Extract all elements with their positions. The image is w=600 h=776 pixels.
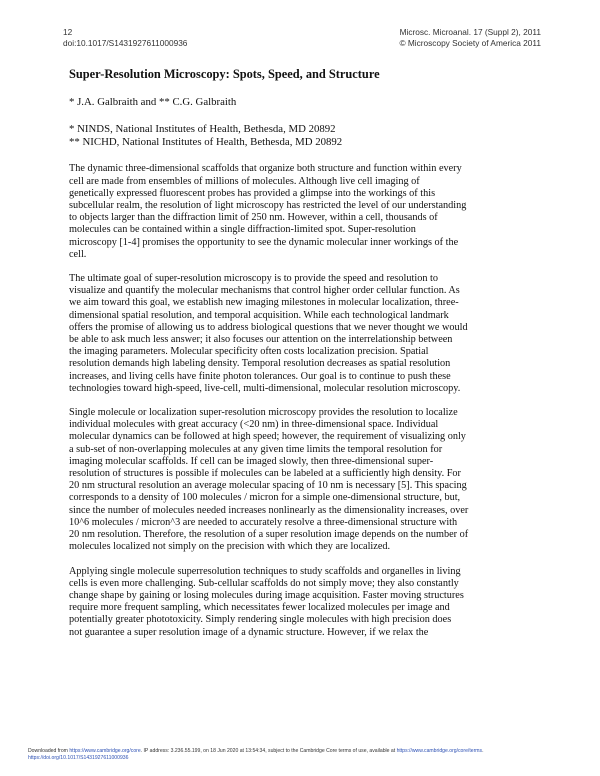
text-line: resolution demands high labeling density. Temporal resolution decreases as spatial resolution [69,358,451,370]
text-line: the imaging parameters. Molecular specificity often costs localization precision. Spatial [69,346,429,358]
text-line: not guarantee a super resolution image of a dynamic structure. However, if we relax the [69,626,429,638]
text-line: change shape by gaining or losing molecules during image acquisition. Faster moving structures [69,589,464,601]
article-body [69,67,549,651]
footer-line-2 [28,755,588,762]
text-line: genetically expressed fluorescent probes has provided a glimpse into the workings of this [69,187,436,199]
paragraph-living-cells [69,566,549,639]
cambridge-core-link[interactable]: https://www.cambridge.org/core [69,748,141,754]
text-line: increases, and living cells have finite photon tolerances. Our goal is to continue to push these [69,370,451,382]
footer-suffix: . [482,748,484,754]
journal-citation: Microsc. Microanal. 17 (Suppl 2), 2011 [399,27,541,37]
text-line: cells is even more challenging. Sub-cellular scaffolds do not simply move; they also constantly [69,577,459,589]
author-list: * J.A. Galbraith and ** C.G. Galbraith [69,96,237,108]
header-left [63,27,187,48]
text-line: resolution of structures is possible if molecules can be labeled at a sufficiently high density. For [69,468,461,480]
text-line: cell. [69,248,87,260]
footer-prefix: Downloaded from [28,748,70,754]
text-line: require more frequent sampling, which necessitates fewer localized molecules per image and [69,602,450,614]
text-line: a sub-set of non-overlapping molecules at any given time limits the temporal resolution for [69,443,443,455]
text-line: molecular dynamics can be followed at high speed; however, the requirement of visualizing only [69,431,466,443]
text-line: individual molecules with great accuracy (<20 nm) in three-dimensional space. Individual [69,419,439,431]
text-line: molecules can be contained within a single diffraction-limited spot. Super-resolution [69,224,416,236]
terms-link[interactable]: https://www.cambridge.org/core/terms [396,748,483,754]
paragraph-goal [69,273,549,395]
text-line: cell are made from ensembles of millions of molecules. Although live cell imaging of [69,175,420,187]
text-line: potentially greater phototoxicity. Simply rendering single molecules with high precision does [69,614,452,626]
page-header [63,27,541,49]
footer-ip-note: . IP address: 3.236.55.199, on 18 Jun 2020 at 13:54:34, subject to the Cambridge Core terms of use, available at [140,748,397,754]
text-line: 20 nm resolution. Therefore, the resolution of a super resolution image depends on the number of [69,529,469,541]
text-line: molecules localized not simply on the precision with which they are localized. [69,541,391,553]
download-footer [28,748,588,762]
affiliation-line: * NINDS, National Institutes of Health, Bethesda, MD 20892 [69,123,336,135]
text-line: be able to ask much less answer; it also focuses our attention on the interrelationship between [69,334,453,346]
paragraph-intro [69,163,549,261]
text-line: since the number of molecules needed increases nonlinearly as the dimensionality increases, over [69,504,469,516]
text-line: Single molecule or localization super-resolution microscopy provides the resolution to localize [69,407,458,419]
text-line: 20 nm structural resolution an average molecular spacing of 10 nm is necessary [5]. This spacing [69,480,467,492]
text-line: microscopy [1-4] promises the opportunity to see the dynamic molecular inner workings of the [69,236,459,248]
doi-link[interactable]: https://doi.org/10.1017/S1431927611000936 [28,755,129,761]
affiliation-line: ** NICHD, National Institutes of Health, Bethesda, MD 20892 [69,136,343,149]
text-line: to objects larger than the diffraction limit of 250 nm. However, within a cell, thousands of [69,212,438,224]
text-line: imaging molecular scaffolds. If cell can be imaged slowly, then three-dimensional super- [69,455,434,467]
text-line: The ultimate goal of super-resolution microscopy is to provide the speed and resolution to [69,273,438,285]
header-right [399,27,541,48]
paragraph-localization [69,407,549,553]
text-line: Applying single molecule superresolution techniques to study scaffolds and organelles in living [69,565,461,577]
text-line: visualize and quantify the molecular mechanisms that control higher order cellular function. As [69,285,460,297]
text-line: corresponds to a density of 100 molecules / micron for a simple one-dimensional structure, but, [69,492,461,504]
text-line: we aim toward this goal, we establish new imaging milestones in molecular localization, three- [69,297,459,309]
article-title: Super-Resolution Microscopy: Spots, Speed, and Structure [69,67,380,81]
text-line: 10^6 molecules / micron^3 are needed to accurately resolve a three-dimensional structure with [69,516,458,528]
text-line: technologies toward high-speed, live-cell, multi-dimensional, molecular resolution microscopy. [69,382,461,394]
text-line: offers the promise of allowing us to address biological questions that we never thought we would [69,321,468,333]
page-number: 12 [63,27,73,37]
doi: doi:10.1017/S1431927611000936 [63,37,188,48]
text-line: dimensional spatial resolution, and temporal acquisition. While each technological landmark [69,309,449,321]
copyright-notice: © Microscopy Society of America 2011 [399,37,541,48]
text-line: The dynamic three-dimensional scaffolds that organize both structure and function within every [69,163,462,175]
affiliations [69,123,549,149]
footer-line-1 [28,748,588,755]
text-line: subcellular realm, the resolution of light microscopy has restricted the level of our understanding [69,200,467,212]
